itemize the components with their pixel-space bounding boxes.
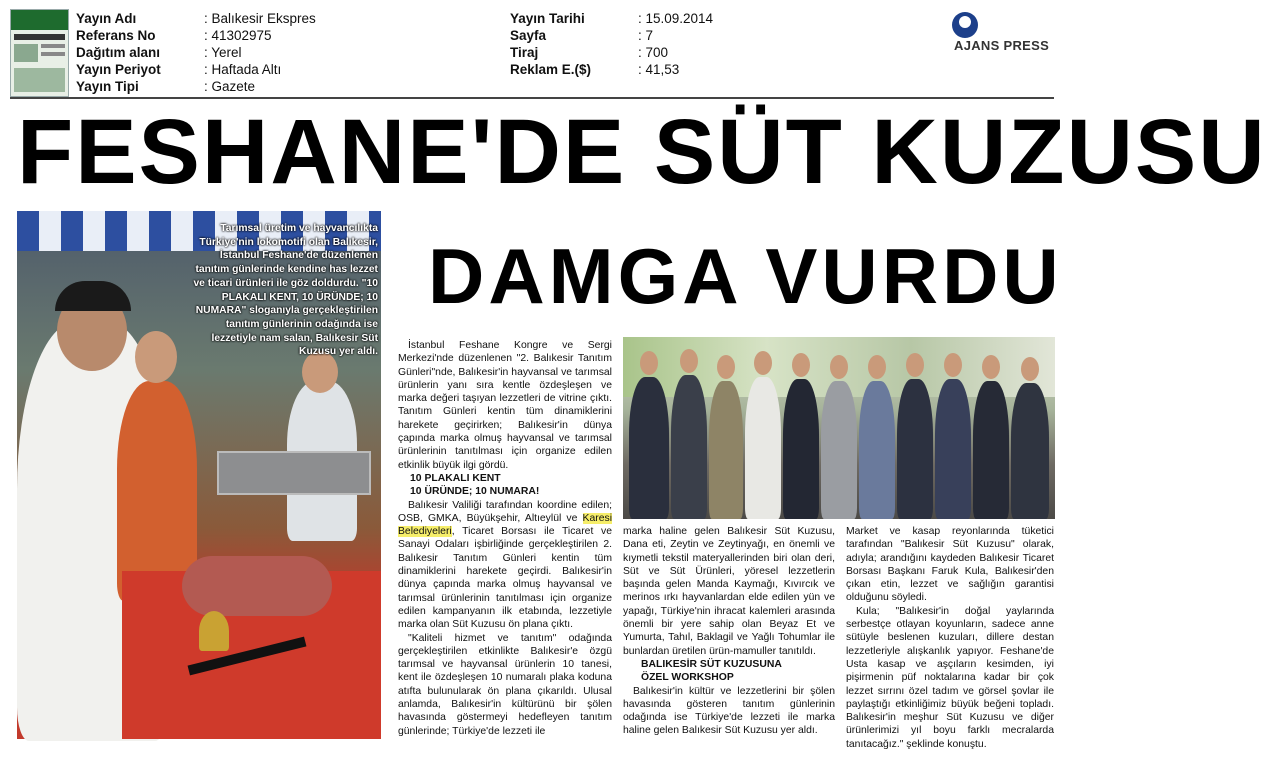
ajans-press-logo-text: AJANS PRESS <box>954 38 1050 53</box>
paragraph: marka haline gelen Balıkesir Süt Kuzusu, Dana eti, Zeytin ve Zeytinyağı, en önemli ve kıymetli tekstil materyallerinden biri olan deri, Süt ve Süt Ürünleri, yöresel lezzetlerin başında gelen Manda Kaymağı, Kıvırcık ve merinos ırkı hayvanlardan elde edilen yün ve yapağı, Türkiye'nin ihracat kalemleri arasında önemli bir yere sahip olan Beyaz Et ve Yumurta, Tahıl, Baklagil ve Yağlı Tohumlar ile bunlardan üretilen ürün-mamuller tanıtıldı. <box>623 526 835 657</box>
article-column-2 <box>623 525 835 738</box>
meta-label: Sayfa <box>510 28 547 43</box>
paragraph: İstanbul Feshane Kongre ve Sergi Merkezi'nde düzenlenen "2. Balıkesir Tanıtım Günleri"nde, Balıkesir'in hayvansal ve tarımsal ürünlerin yanı sıra kentle özdeşleşen ve marka değeri taşıyan lezzetleri de vitrine çıktı. Tanıtım Günleri kentin tüm dinamiklerini harekete geçirirken; Balıkesir'in dünya çapında marka olmuş hayvansal ve tarımsal ürünlerinin tanıtılması için organize edilen etkinlik büyük ilgi gördü. <box>398 340 612 471</box>
meta-value: : Yerel <box>204 45 242 60</box>
paragraph: Kula; "Balıkesir'in doğal yaylarında serbestçe otlayan koyunların, sadece anne sütüyle beslenen kuzuları, dillere destan lezzetleriyle alışkanlık yapıyor. Feshane'de Usta kasap ve aşçıların kesimden, iyi pişirmenin püf noktalarına kadar bir çok lezzet sırrını özel tadım ve görsel şovlar ile paylaştığı etkinliğimiz büyük beğeni topladı. Balıkesir'in meşhur Süt Kuzusu ve diğer ürünlerimizi yıl boyu farklı mecralarda tanıtacağız." şeklinde konuştu. <box>846 605 1054 750</box>
meta-label: Yayın Periyot <box>76 62 161 77</box>
newspaper-thumbnail <box>10 9 69 97</box>
header-divider <box>10 97 1054 99</box>
meta-value: : Balıkesir Ekspres <box>204 11 316 26</box>
meta-value: : 700 <box>638 45 669 60</box>
meta-label: Referans No <box>76 28 156 43</box>
headline-line2: DAMGA VURDU <box>428 232 1063 320</box>
paragraph: Balıkesir'in kültür ve lezzetlerini bir şölen havasında gösteren tanıtım günlerinin odağında ise Türkiye'de lezzeti ile marka haline gelen Balıkesir Süt Kuzusu yer aldı. <box>623 685 835 737</box>
meta-labels-left <box>76 10 216 95</box>
meta-label: Reklam E.($) <box>510 62 592 77</box>
subheading: 10 PLAKALI KENT 10 ÜRÜNDE; 10 NUMARA! <box>410 472 540 498</box>
highlighted-text: Karesi Belediyeleri <box>398 512 612 538</box>
paragraph: Balıkesir Valiliği tarafından koordine edilen; OSB, GMKA, Büyükşehir, Altıeylül ve Karesi Belediyeleri, Ticaret Borsası ile Ticaret ve Sanayi Odaları işbirliğinde gerçekleştirilen 2. Balıkesir Tanıtım Günleri kentin tüm dinamiklerini harekete geçirdi. Balıkesir'in dünya çapında marka olmuş hayvansal ve tarımsal ürünlerinin tanıtılması için organize edilen kampanyanın ilk etabında, lezzetiyle marka olan Süt Kuzusu ön plana çıktı. <box>398 499 612 631</box>
article-column-3 <box>846 525 1054 751</box>
article-column-1 <box>398 339 612 738</box>
meta-value: : 41302975 <box>204 28 272 43</box>
photo-caption: Tarımsal üretim ve hayvancılıkta Türkiye'nin lokomotifi olan Balıkesir, İstanbul Feshane'de düzenlenen tanıtım günlerinde kendine has lezzet ve ticari ürünleri ile göz doldurdu. "10 PLAKALI KENT, 10 ÜRÜNDE; 10 NUMARA" sloganıyla gerçekleştirilen tanıtım günlerinin odağında ise lezzetiyle nam salan, Balıkesir Süt Kuzusu yer aldı. <box>193 223 378 358</box>
meta-labels-right <box>510 10 640 78</box>
meta-values-left <box>204 10 404 95</box>
headline-line1: FESHANE'DE SÜT KUZUSU <box>17 101 1267 203</box>
meta-value: : 41,53 <box>638 62 680 77</box>
meta-value: : Haftada Altı <box>204 62 282 77</box>
meta-value: : Gazete <box>204 79 256 94</box>
meta-label: Yayın Tipi <box>76 79 139 94</box>
meta-value: : 15.09.2014 <box>638 11 714 26</box>
meta-value: : 7 <box>638 28 654 43</box>
meta-label: Dağıtım alanı <box>76 45 161 60</box>
meta-label: Yayın Adı <box>76 11 137 26</box>
paragraph: Market ve kasap reyonlarında tüketici tarafından "Balıkesir Süt Kuzusu" olarak, adıyla; arandığını kaydeden Balıkesir Ticaret Borsası Başkanı Faruk Kula, Balıkesir'den çıkan etin, lezzet ve sağlığın garantisi olduğunu söyledi. <box>846 526 1054 604</box>
ajans-press-logo-icon <box>952 12 978 38</box>
group-photo <box>623 337 1055 519</box>
meta-label: Tiraj <box>510 45 539 60</box>
meta-values-right <box>638 10 788 78</box>
meta-label: Yayın Tarihi <box>510 11 585 26</box>
subheading: BALIKESİR SÜT KUZUSUNA ÖZEL WORKSHOP <box>641 658 782 684</box>
paragraph: "Kaliteli hizmet ve tanıtım" odağında gerçekleştirilen etkinlikte Balıkesir'e özgü tarımsal ve hayvansal ürünlerin 10 tanesi, kent ile özdeşleşen 10 numaralı plaka koduna atıfta bulunularak ön plana çıkarıldı. Ulusal anlamda, Balıkesir'in kültürünü bir şölen havasında göstermeyi hedefleyen tanıtım günlerinde; Türkiye'de lezzeti ile <box>398 632 612 737</box>
